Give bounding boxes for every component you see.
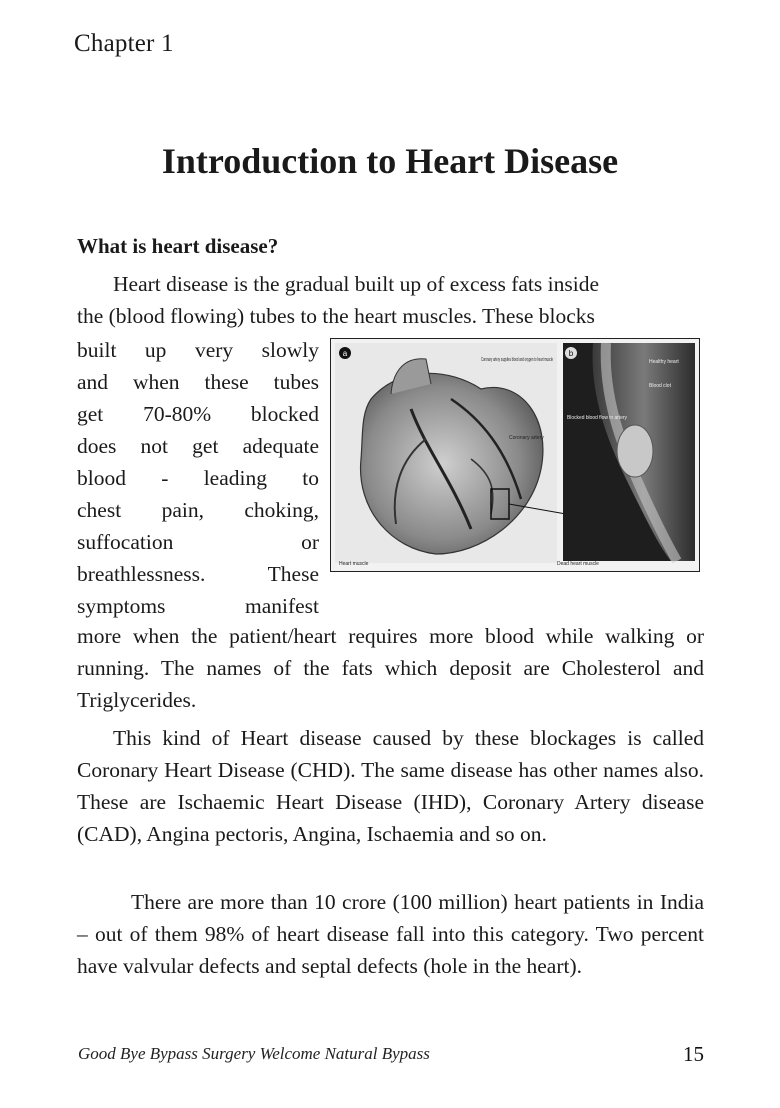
wrap-line: suffocation or [77,530,319,554]
label-heart-muscle: Heart muscle [339,561,369,567]
label-coronary-artery: Coronary artery [509,435,544,441]
wrap-line: does not get adequate [77,434,319,458]
page-title: Introduction to Heart Disease [161,141,619,181]
heart-illustration [330,338,700,572]
wrap-line: symptoms manifest [77,594,319,618]
label-dead-heart-muscle: Dead heart muscle [557,561,599,567]
footer-book-title: Good Bye Bypass Surgery Welcome Natural Bypass [78,1044,430,1063]
label-blocked-flow: Blocked blood flow in artery [567,415,628,421]
blood-clot-shape [617,425,653,477]
chapter-label: Chapter 1 [74,30,174,57]
wrap-line: blood - leading to [77,466,319,490]
p1-line-1: Heart disease is the gradual built up of excess fats inside [113,272,599,296]
wrap-line: get 70-80% blocked [77,402,319,426]
wrap-line: chest pain, choking, [77,498,319,522]
paragraph-2 [77,722,704,850]
paragraph-2-text: This kind of Heart disease caused by these blockages is called Coronary Heart Disease (CHD). The same disease has other names also. These are Ischaemic Heart Disease (IHD), Coronary Artery disease (CAD), Angina pectoris, Angina, Ischaemia and so on. [77,726,704,846]
paragraph-1-rest: more when the patient/heart requires more blood while walking or running. The names of the fats which deposit are Cholesterol and Triglycerides. [77,624,704,712]
paragraph-1-wrap-column [77,334,319,622]
paragraph-3 [77,886,704,982]
paragraph-1-intro [77,268,704,332]
label-healthy: Healthy heart [649,359,679,365]
panel-a-marker: a [342,349,348,358]
p1-line-2: the (blood flowing) tubes to the heart muscles. These blocks [77,304,595,328]
paragraph-3-text: There are more than 10 crore (100 million) heart patients in India – out of them 98% of heart disease fall into this category. Two percent have valvular defects and septal defects (hole in the heart). [77,890,704,978]
label-blood-clot: Blood clot [649,383,671,389]
wrap-line: and when these tubes [77,370,319,394]
label-coronary-supplies: Coronary artery supplies blood and oxygen to heart muscle [481,357,554,363]
page-number: 15 [683,1042,704,1066]
wrap-line: built up very slowly [77,338,319,362]
panel-b-marker: b [568,349,574,358]
heart-diagram-svg [331,339,699,571]
section-heading: What is heart disease? [77,234,279,258]
wrap-line: breathlessness. These [77,562,319,586]
